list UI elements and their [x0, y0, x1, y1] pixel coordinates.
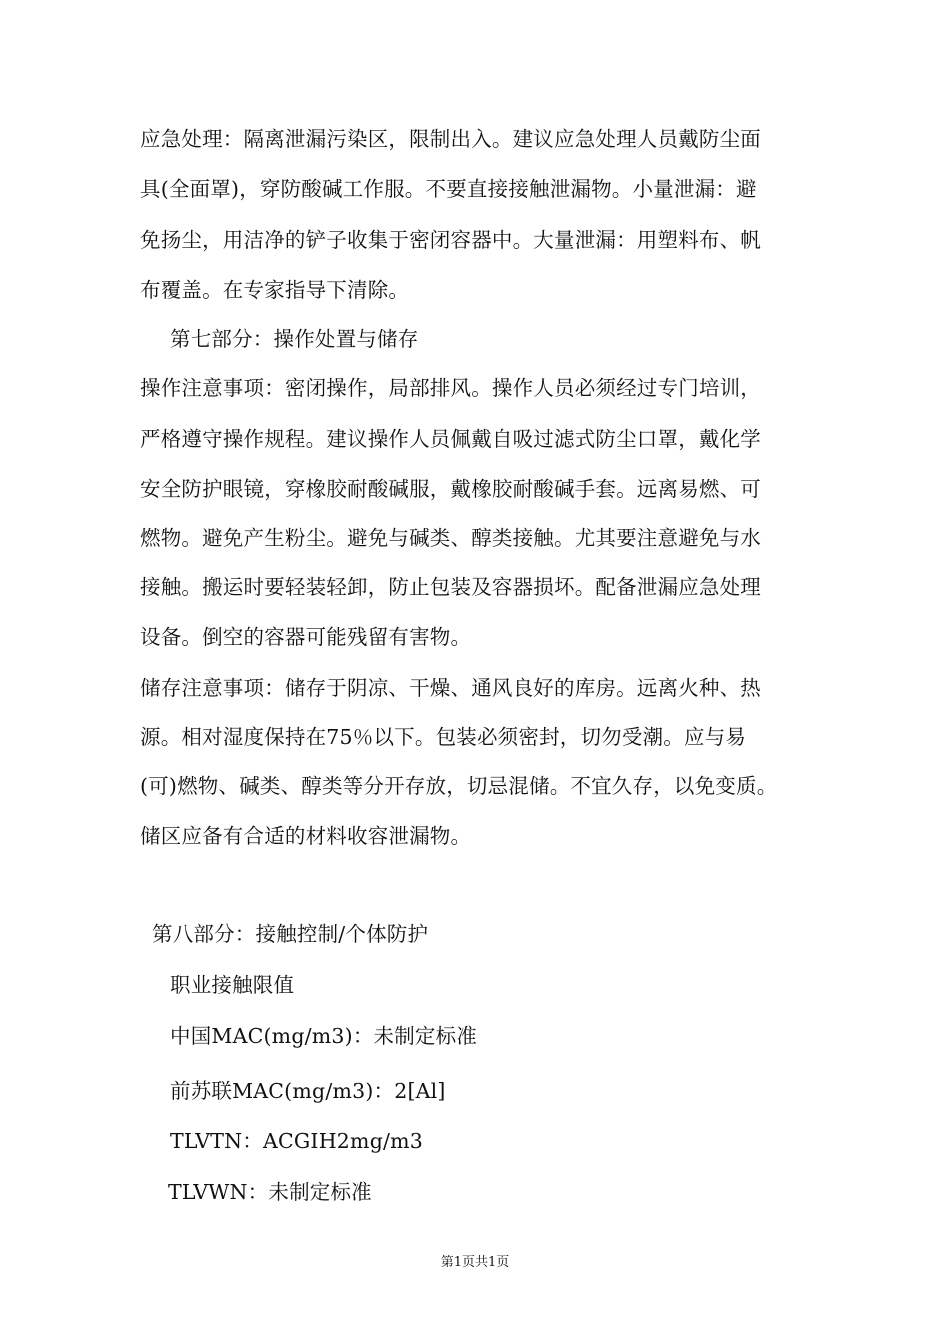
limit-tlvwn: TLVWN：未制定标准 [168, 1180, 372, 1204]
text-line-6: 操作注意事项：密闭操作，局部排风。操作人员必须经过专门培训， [140, 376, 761, 400]
text-line-12: 储存注意事项：储存于阴凉、干燥、通风良好的库房。远离火种、热 [140, 676, 761, 700]
text-line-3: 免扬尘，用洁净的铲子收集于密闭容器中。大量泄漏：用塑料布、帆 [140, 228, 761, 252]
text-line-7: 严格遵守操作规程。建议操作人员佩戴自吸过滤式防尘口罩，戴化学 [140, 427, 761, 451]
page-footer: 第1页共1页 [440, 1255, 510, 1270]
limit-tlvtn: TLVTN：ACGIH2mg/m3 [170, 1129, 424, 1153]
text-line-4: 布覆盖。在专家指导下清除。 [140, 278, 410, 302]
limit-china-mac: 中国MAC(mg/m3)：未制定标准 [170, 1024, 478, 1048]
text-line-14: (可)燃物、碱类、醇类等分开存放，切忌混储。不宜久存，以免变质。 [140, 774, 778, 798]
limit-ussr-mac: 前苏联MAC(mg/m3)：2[Al] [170, 1079, 446, 1103]
text-line-1: 应急处理：隔离泄漏污染区，限制出入。建议应急处理人员戴防尘面 [140, 127, 761, 151]
section-heading-8: 第八部分：接触控制/个体防护 [152, 922, 429, 946]
text-line-2: 具(全面罩)，穿防酸碱工作服。不要直接接触泄漏物。小量泄漏：避 [140, 177, 757, 201]
text-line-8: 安全防护眼镜，穿橡胶耐酸碱服，戴橡胶耐酸碱手套。远离易燃、可 [140, 477, 761, 501]
subheading-exposure-limits: 职业接触限值 [170, 973, 295, 997]
text-line-15: 储区应备有合适的材料收容泄漏物。 [140, 824, 472, 848]
section-heading-7: 第七部分：操作处置与储存 [170, 327, 419, 351]
text-line-10: 接触。搬运时要轻装轻卸，防止包装及容器损坏。配备泄漏应急处理 [140, 575, 761, 599]
text-line-9: 燃物。避免产生粉尘。避免与碱类、醇类接触。尤其要注意避免与水 [140, 526, 761, 550]
text-line-13: 源。相对湿度保持在75％以下。包装必须密封，切勿受潮。应与易 [140, 725, 747, 749]
text-line-11: 设备。倒空的容器可能残留有害物。 [140, 625, 472, 649]
